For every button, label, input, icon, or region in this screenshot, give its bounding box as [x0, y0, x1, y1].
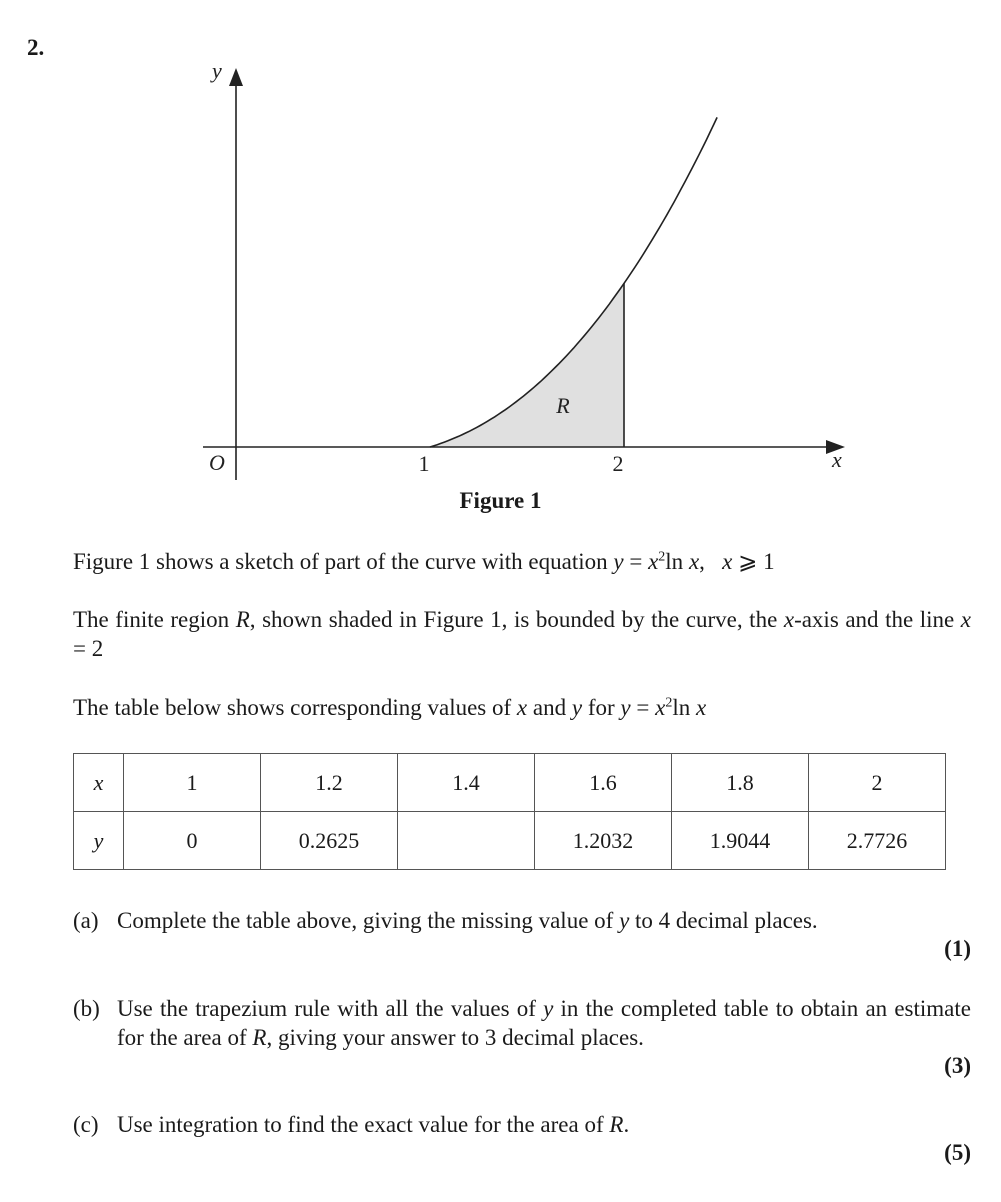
table-cell-x: 1.6 — [535, 754, 672, 812]
intro-paragraph-2: The finite region R, shown shaded in Figure 1, is bounded by the curve, the x-axis and the line x = 2 — [73, 607, 971, 661]
part-a-label: (a) — [73, 908, 99, 933]
table-cell-y: 1.2032 — [535, 812, 672, 870]
part-b-text: Use the trapezium rule with all the values of y in the completed table to obtain an estimate for the area of R, giving your answer to 3 decimal places. — [117, 996, 971, 1050]
table-cell-x: 1 — [124, 754, 261, 812]
figure-caption: Figure 1 — [459, 488, 542, 513]
part-c-marks: (5) — [944, 1140, 971, 1165]
part-c-label: (c) — [73, 1112, 99, 1137]
region-label: R — [556, 393, 570, 418]
origin-label: O — [209, 450, 225, 475]
part-a — [73, 906, 971, 935]
part-b-label: (b) — [73, 996, 100, 1021]
table-row-y — [74, 812, 946, 870]
table-row-x — [74, 754, 946, 812]
part-b-marks: (3) — [944, 1053, 971, 1078]
question-number: 2. — [27, 35, 45, 60]
x-axis-label: x — [832, 447, 842, 472]
y-axis-arrowhead — [229, 68, 243, 86]
shaded-region-r — [430, 283, 624, 447]
x-tick-label-2: 2 — [612, 451, 624, 476]
y-axis-label: y — [212, 58, 222, 83]
figure-1-sketch — [0, 0, 1001, 520]
table-cell-y-missing — [398, 812, 535, 870]
intro-paragraph-1: Figure 1 shows a sketch of part of the curve with equation $y = x^2\ln$ x, x ⩾ 1 — [73, 549, 775, 574]
x-tick-label-1: 1 — [418, 451, 430, 476]
table-cell-x: 1.2 — [261, 754, 398, 812]
table-cell-y: 0.2625 — [261, 812, 398, 870]
part-a-marks: (1) — [944, 936, 971, 961]
values-table — [73, 753, 946, 870]
part-c — [73, 1110, 971, 1139]
intro-paragraph-3: The table below shows corresponding values of x and y for $y = x^2\ln$ x — [73, 695, 707, 720]
table-cell-y: 1.9044 — [672, 812, 809, 870]
table-cell-x: 1.8 — [672, 754, 809, 812]
table-cell-x: 1.4 — [398, 754, 535, 812]
table-cell-y: 2.7726 — [809, 812, 946, 870]
part-b — [73, 994, 971, 1052]
part-a-text: Complete the table above, giving the missing value of y to 4 decimal places. — [117, 908, 818, 933]
table-header-x: x — [74, 754, 124, 812]
table-header-y: y — [74, 812, 124, 870]
part-c-text: Use integration to find the exact value for the area of R. — [117, 1112, 630, 1137]
table-cell-x: 2 — [809, 754, 946, 812]
table-cell-y: 0 — [124, 812, 261, 870]
